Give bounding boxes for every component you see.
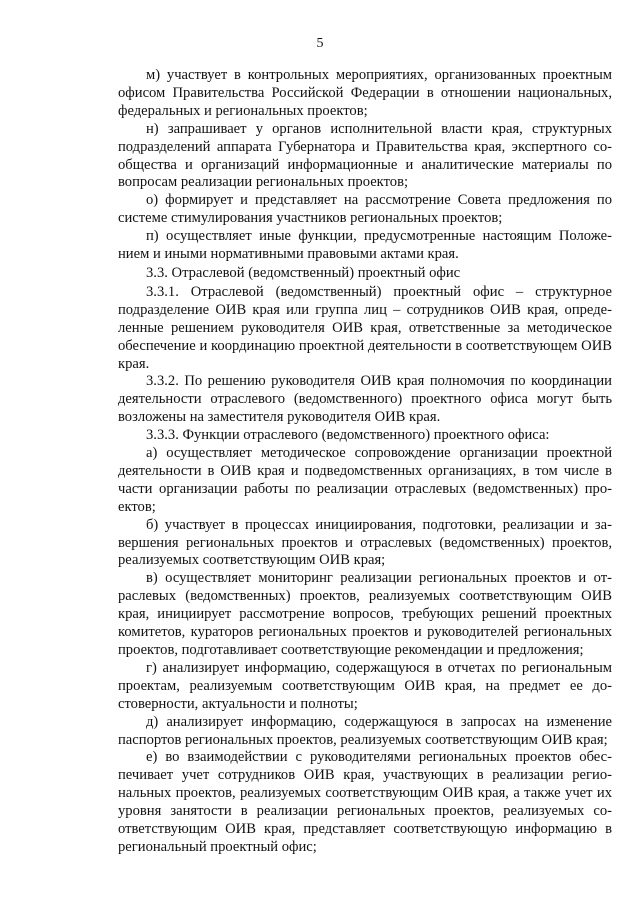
page-number: 5 [316, 36, 324, 51]
paragraph-e: е) во взаимодействии с руководителями региональных проектов обеспечивает учет сотрудников ОИВ края, участвующих в реализации региональных проектов, реализуемых соответствующим ОИВ края, а также учет их уровня занятости в реализации региональных проектов, реализуемых соответствующим ОИВ края, представляет соответствующую информацию в региональный проектный офис; [118, 749, 612, 855]
paragraph-v: в) осуществляет мониторинг реализации региональных проектов и отраслевых (ведомственных) проектов, реализуемых соответствующим ОИВ края, инициирует рассмотрение вопросов, требующих решений проектных комитетов, кураторов региональных проектов и руководителей региональных проектов, подготавливает соответствующие рекомендации и предложения; [118, 570, 612, 658]
paragraph-a: а) осуществляет методическое сопровождение организации проектной деятельности в ОИВ края и подведомственных организациях, в том числе в части организации работы по реализации отраслевых (ведомственных) проектов; [118, 445, 612, 515]
paragraph-3-3-2: 3.3.2. По решению руководителя ОИВ края полномочия по координации деятельности отраслевого (ведомственного) проектного офиса могут быть возложены на заместителя руководителя ОИВ края. [118, 373, 612, 426]
section-heading-3-3: 3.3. Отраслевой (ведомственный) проектный офис [146, 264, 461, 281]
paragraph-o: о) формирует и представляет на рассмотрение Совета предложения по системе стимулирования участников региональных проектов; [118, 192, 612, 227]
paragraph-3-3-3: 3.3.3. Функции отраслевого (ведомственного) проектного офиса: [146, 427, 550, 444]
paragraph-n: н) запрашивает у органов исполнительной власти края, структурных подразделений аппарата Губернатора и Правительства края, экспертного сообщества и организаций информационные и аналитические материалы по вопросам реализации региональных проектов; [118, 120, 612, 191]
paragraph-3-3-1: 3.3.1. Отраслевой (ведомственный) проектный офис – структурное подразделение ОИВ края или группа лиц – сотрудников ОИВ края, определенные решением руководителя ОИВ края, ответственные за методическое обеспечение и координацию проектной деятельности в соответствующем ОИВ края. [118, 283, 612, 372]
paragraph-p: п) осуществляет иные функции, предусмотренные настоящим Положением и иными нормативными правовыми актами края. [118, 228, 612, 263]
paragraph-b: б) участвует в процессах инициирования, подготовки, реализации и завершения региональных проектов и отраслевых (ведомственных) проектов, реализуемых соответствующим ОИВ края; [118, 516, 612, 569]
paragraph-m: м) участвует в контрольных мероприятиях, организованных проектным офисом Правительства Российской Федерации в отношении национальных, федеральных и региональных проектов; [118, 67, 612, 119]
paragraph-g: г) анализирует информацию, содержащуюся в отчетах по региональным проектам, реализуемым соответствующим ОИВ края, на предмет ее достоверности, актуальности и полноты; [118, 659, 612, 712]
document-body [118, 67, 612, 857]
paragraph-d: д) анализирует информацию, содержащуюся в запросах на изменение паспортов региональных проектов, реализуемых соответствующим ОИВ края; [118, 713, 612, 748]
